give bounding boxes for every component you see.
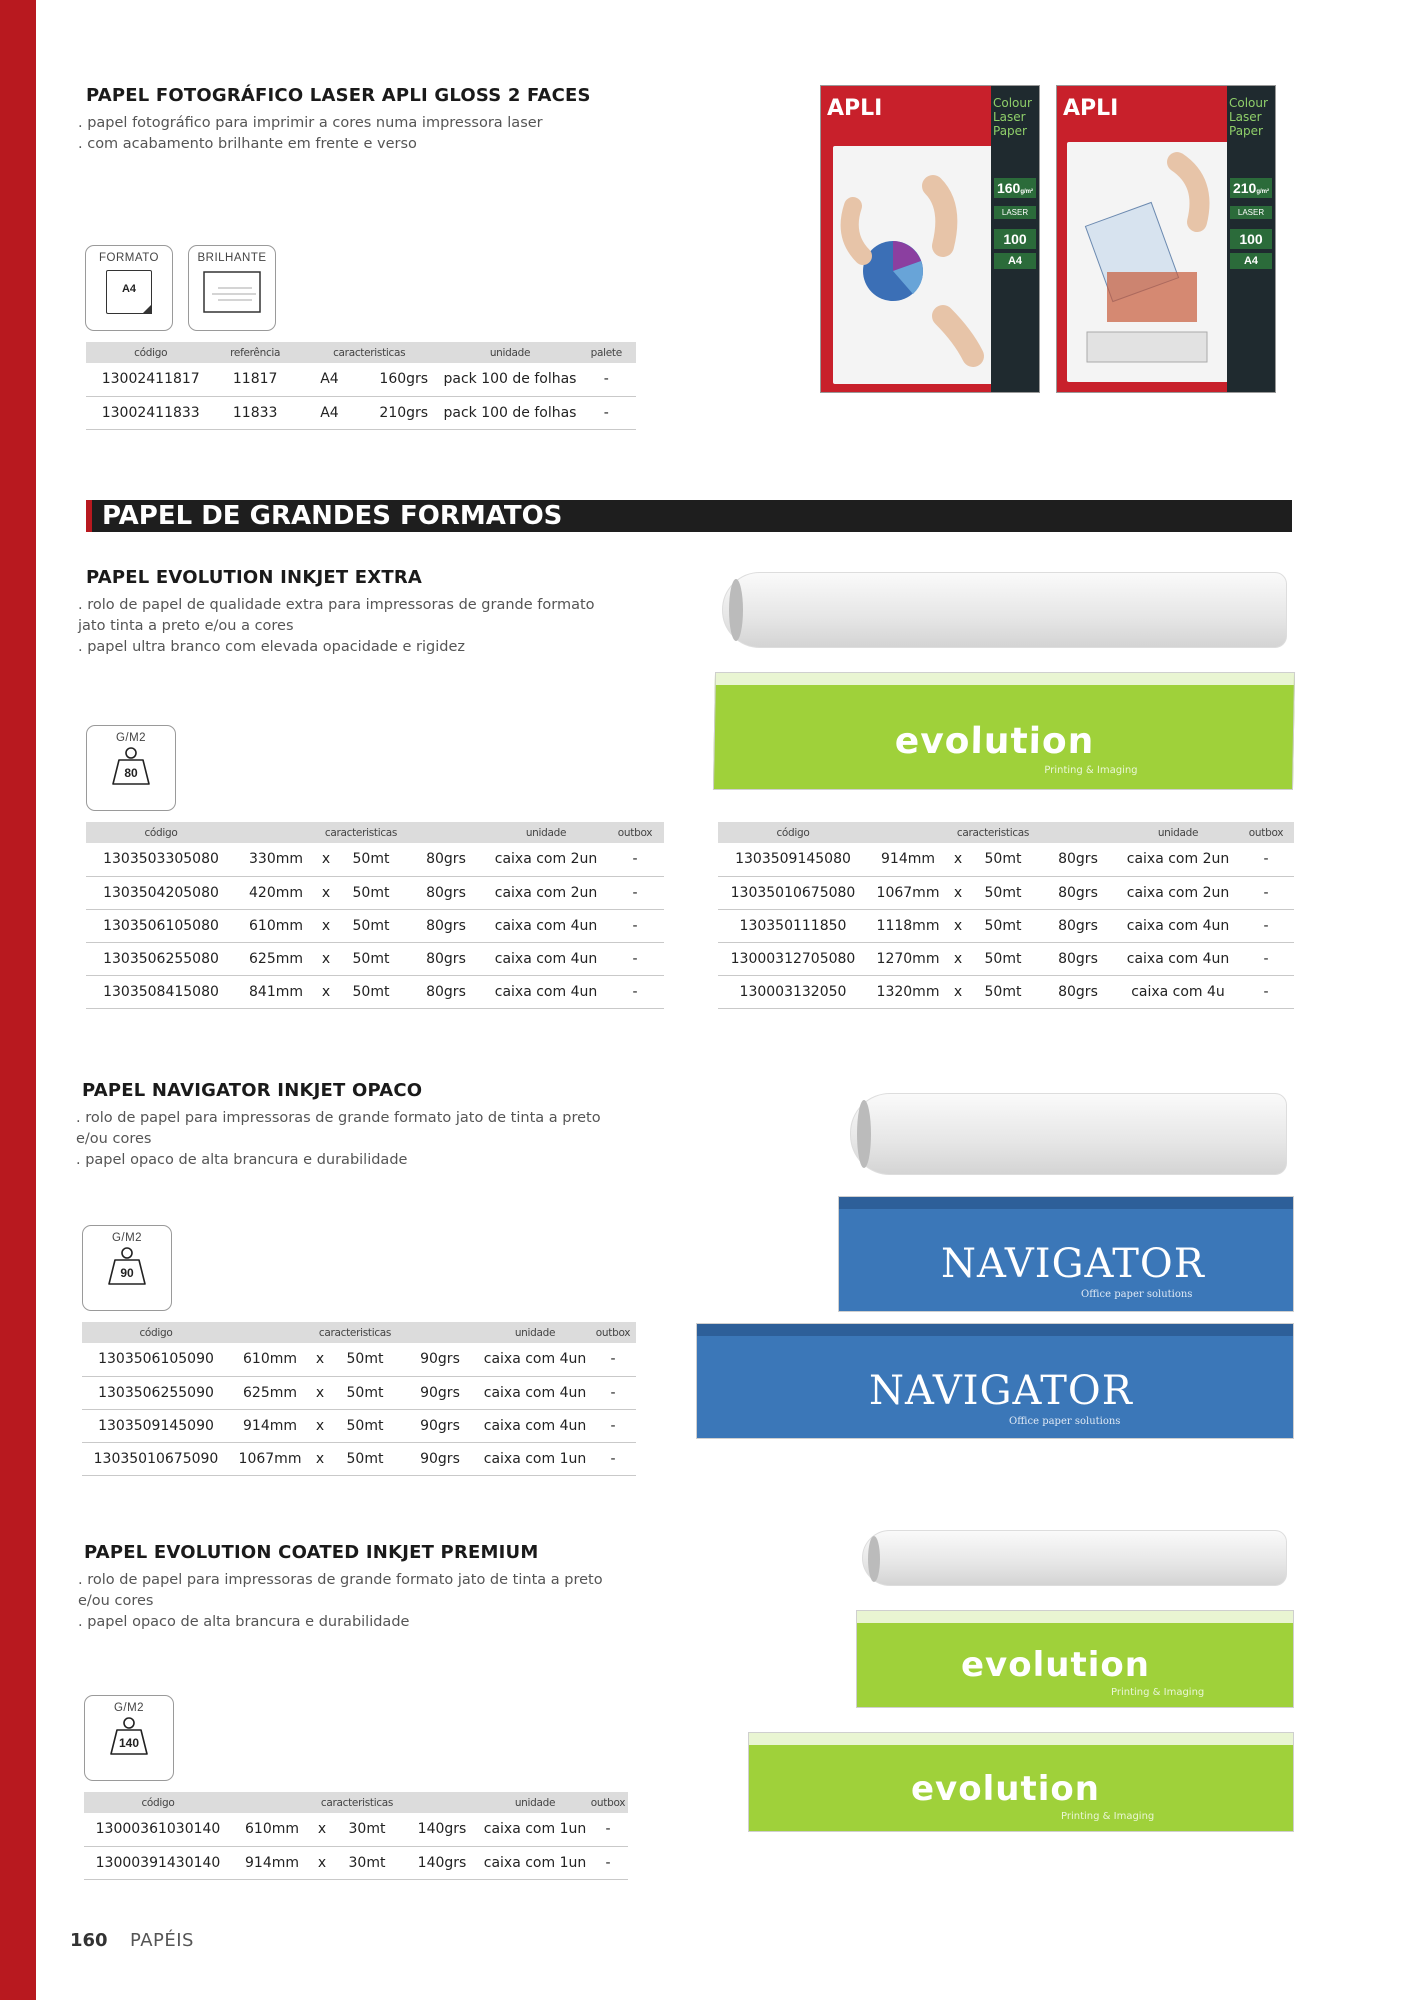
cell-width: 420mm [236,876,316,909]
cell-format: A4 [295,396,364,429]
pack-grams: 210 [1232,180,1257,196]
cell-times: x [310,1442,330,1475]
cell-weight: 140grs [402,1846,482,1879]
cell-outbox: - [1238,843,1294,876]
page-number: 160 [70,1930,108,1951]
cell-length: 50mt [336,975,406,1008]
evolution-extra-table-left [86,822,664,1009]
table-row [86,876,664,909]
table-row [82,1442,636,1475]
cell-times: x [316,975,336,1008]
cell-code: 13000312705080 [718,942,868,975]
table-row [718,876,1294,909]
cell-width: 610mm [230,1343,310,1376]
cell-times: x [948,975,968,1008]
navigator-tagline: Office paper solutions [1081,1289,1193,1300]
pack-photo-printer [1067,142,1229,382]
side-text: Laser [1229,110,1262,124]
cell-width: 610mm [236,909,316,942]
side-text: Laser [993,110,1026,124]
side-text: Paper [1229,124,1263,138]
cell-weight: 210grs [364,396,443,429]
badge-gsm-80 [86,725,176,811]
cell-outbox: - [606,843,664,876]
cell-code: 1303503305080 [86,843,236,876]
cell-weight: 80grs [1038,975,1118,1008]
badge-value: 80 [124,766,138,780]
cell-length: 50mt [336,876,406,909]
cell-outbox: - [606,942,664,975]
pack-sheets: 100 [994,229,1036,249]
col-header: código [86,822,236,843]
cell-length: 30mt [332,1846,402,1879]
desc-line: e/ou cores [76,1131,152,1147]
cell-outbox: - [588,1846,628,1879]
cell-weight: 90grs [400,1376,480,1409]
table-row [86,843,664,876]
weight-icon [109,746,153,788]
product-description-evolution-extra [78,595,595,658]
cell-times: x [316,942,336,975]
col-header: caracteristicas [295,342,444,363]
cell-unit: caixa com 4un [480,1343,590,1376]
cell-times: x [316,909,336,942]
cell-width: 1067mm [868,876,948,909]
cell-length: 50mt [968,942,1038,975]
table-row [718,843,1294,876]
cell-times: x [312,1813,332,1846]
cell-length: 50mt [336,843,406,876]
navigator-tagline: Office paper solutions [1009,1416,1121,1427]
table-row [84,1813,628,1846]
pack-laser-label: LASER [994,206,1036,219]
cell-length: 50mt [336,942,406,975]
cell-outbox: - [590,1442,636,1475]
red-side-strip [0,0,36,2000]
paper-roll-image [722,572,1287,648]
col-header: referência [215,342,294,363]
cell-code: 13000361030140 [84,1813,232,1846]
col-header: código [718,822,868,843]
col-header: outbox [590,1322,636,1343]
side-text: Paper [993,124,1027,138]
table-row [82,1343,636,1376]
table-header-row [86,822,664,843]
evolution-coated-table [84,1792,628,1880]
cell-width: 1067mm [230,1442,310,1475]
cell-width: 330mm [236,843,316,876]
weight-icon [107,1716,151,1758]
cell-pallet: - [576,396,636,429]
desc-line: . rolo de papel para impressoras de grande formato jato de tinta a preto [76,1110,601,1126]
evolution-logo: evolution [894,721,1095,762]
cell-unit: caixa com 4un [1118,942,1238,975]
cell-width: 625mm [236,942,316,975]
paper-roll-image [862,1530,1287,1586]
cell-outbox: - [606,909,664,942]
evolution-box-image [856,1610,1294,1708]
cell-unit: caixa com 2un [486,843,606,876]
cell-outbox: - [590,1343,636,1376]
cell-width: 1320mm [868,975,948,1008]
a4-sheet-icon [106,270,152,314]
col-header: código [82,1322,230,1343]
cell-length: 50mt [330,1376,400,1409]
table-header-row [718,822,1294,843]
cell-weight: 80grs [406,843,486,876]
evolution-box-image [748,1732,1294,1832]
badge-value: A4 [121,283,137,295]
cell-unit: caixa com 4un [486,909,606,942]
pack-sheets: 100 [1230,229,1272,249]
cell-code: 1303508415080 [86,975,236,1008]
pack-laser-label: LASER [1230,206,1272,219]
cell-length: 50mt [336,909,406,942]
cell-weight: 90grs [400,1409,480,1442]
pack-photo-hands [833,146,993,384]
cell-outbox: - [590,1409,636,1442]
cell-code: 13035010675090 [82,1442,230,1475]
col-header: unidade [480,1322,590,1343]
col-header: código [84,1792,232,1813]
cell-unit: pack 100 de folhas [444,363,577,396]
cell-code: 130003132050 [718,975,868,1008]
badge-formato [85,245,173,331]
cell-unit: caixa com 4un [486,942,606,975]
apli-pack-210-image [1056,85,1276,393]
cell-code: 13002411833 [86,396,215,429]
roll-core [729,579,743,641]
apli-logo: APLI [1063,96,1119,121]
table-row [86,942,664,975]
cell-width: 914mm [868,843,948,876]
cell-unit: caixa com 4un [486,975,606,1008]
cell-outbox: - [590,1376,636,1409]
product-description-navigator [76,1108,601,1171]
product-title-apli: PAPEL FOTOGRÁFICO LASER APLI GLOSS 2 FACES [86,85,591,106]
cell-code: 1303509145090 [82,1409,230,1442]
desc-line: . papel opaco de alta brancura e durabilidade [76,1152,408,1168]
cell-pallet: - [576,363,636,396]
roll-core [857,1100,871,1168]
badge-brilhante [188,245,276,331]
badge-label: FORMATO [99,252,159,264]
cell-weight: 80grs [1038,909,1118,942]
evolution-logo: evolution [961,1645,1150,1685]
cell-unit: caixa com 4u [1118,975,1238,1008]
cell-weight: 160grs [364,363,443,396]
cell-code: 1303506105080 [86,909,236,942]
table-header-row [82,1322,636,1343]
cell-ref: 11833 [215,396,294,429]
table-row [82,1376,636,1409]
product-description-apli [78,113,543,155]
cell-weight: 80grs [406,975,486,1008]
col-header: caracteristicas [236,822,486,843]
cell-code: 1303506255090 [82,1376,230,1409]
pack-format: A4 [1230,253,1272,269]
weight-icon [105,1246,149,1288]
apli-product-table [86,342,636,430]
col-header: unidade [486,822,606,843]
pack-format: A4 [994,253,1036,269]
cell-times: x [310,1343,330,1376]
cell-times: x [948,942,968,975]
cell-weight: 80grs [1038,843,1118,876]
cell-weight: 90grs [400,1442,480,1475]
desc-line: . rolo de papel de qualidade extra para impressoras de grande formato [78,597,595,613]
pack-grams-unit: g/m² [1020,189,1034,195]
navigator-logo: NAVIGATOR [941,1241,1205,1287]
cell-length: 50mt [330,1442,400,1475]
desc-line: . papel fotográfico para imprimir a cores numa impressora laser [78,115,543,131]
cell-outbox: - [588,1813,628,1846]
cell-outbox: - [606,975,664,1008]
cell-weight: 140grs [402,1813,482,1846]
badge-label: G/M2 [115,732,147,744]
cell-code: 1303509145080 [718,843,868,876]
navigator-box-image [838,1196,1294,1312]
cell-length: 50mt [968,876,1038,909]
table-row [86,396,636,429]
cell-unit: caixa com 2un [486,876,606,909]
cell-unit: caixa com 1un [482,1813,588,1846]
product-title-navigator: PAPEL NAVIGATOR INKJET OPACO [82,1080,423,1101]
table-row [718,975,1294,1008]
section-banner: PAPEL DE GRANDES FORMATOS [86,500,1292,532]
cell-width: 914mm [232,1846,312,1879]
table-row [718,942,1294,975]
cell-width: 914mm [230,1409,310,1442]
cell-code: 13002411817 [86,363,215,396]
cell-ref: 11817 [215,363,294,396]
cell-weight: 80grs [1038,942,1118,975]
badge-value: 90 [120,1266,134,1280]
cell-outbox: - [606,876,664,909]
cell-weight: 80grs [406,942,486,975]
col-header: unidade [482,1792,588,1813]
table-row [718,909,1294,942]
cell-unit: caixa com 1un [482,1846,588,1879]
badge-label: G/M2 [113,1702,145,1714]
cell-length: 30mt [332,1813,402,1846]
desc-line: . com acabamento brilhante em frente e verso [78,136,417,152]
table-header-row [84,1792,628,1813]
cell-times: x [310,1376,330,1409]
product-title-evolution-extra: PAPEL EVOLUTION INKJET EXTRA [86,567,423,588]
cell-times: x [312,1846,332,1879]
evolution-box-image [713,672,1295,790]
col-header: caracteristicas [868,822,1118,843]
col-header: unidade [444,342,577,363]
cell-code: 1303506255080 [86,942,236,975]
pack-grams: 160 [996,180,1021,196]
col-header: outbox [588,1792,628,1813]
badge-gsm-140 [84,1695,174,1781]
table-row [82,1409,636,1442]
cell-unit: caixa com 4un [480,1409,590,1442]
cell-format: A4 [295,363,364,396]
col-header: unidade [1118,822,1238,843]
cell-weight: 80grs [406,909,486,942]
table-row [86,975,664,1008]
evolution-extra-table-right [718,822,1294,1009]
evolution-tagline: Printing & Imaging [1044,765,1138,776]
cell-width: 610mm [232,1813,312,1846]
navigator-logo: NAVIGATOR [869,1368,1133,1414]
cell-length: 50mt [968,909,1038,942]
cell-length: 50mt [968,843,1038,876]
col-header: caracteristicas [230,1322,480,1343]
cell-width: 1118mm [868,909,948,942]
badge-gsm-90 [82,1225,172,1311]
cell-unit: pack 100 de folhas [444,396,577,429]
desc-line: . papel opaco de alta brancura e durabilidade [78,1614,410,1630]
navigator-table [82,1322,636,1476]
cell-outbox: - [1238,876,1294,909]
product-title-evolution-coated: PAPEL EVOLUTION COATED INKJET PREMIUM [84,1542,539,1563]
table-row [86,363,636,396]
cell-width: 625mm [230,1376,310,1409]
desc-line: e/ou cores [78,1593,154,1609]
badge-label: BRILHANTE [197,252,267,264]
cell-code: 1303504205080 [86,876,236,909]
cell-length: 50mt [968,975,1038,1008]
pack-side-band [1227,86,1275,392]
navigator-box-image [696,1323,1294,1439]
cell-outbox: - [1238,909,1294,942]
cell-times: x [316,876,336,909]
table-row [84,1846,628,1879]
cell-outbox: - [1238,942,1294,975]
cell-code: 1303506105090 [82,1343,230,1376]
cell-code: 13035010675080 [718,876,868,909]
col-header: caracteristicas [232,1792,482,1813]
cell-weight: 90grs [400,1343,480,1376]
cell-code: 13000391430140 [84,1846,232,1879]
cell-weight: 80grs [1038,876,1118,909]
col-header: código [86,342,215,363]
evolution-logo: evolution [911,1769,1100,1809]
table-row [86,909,664,942]
pack-grams-unit: g/m² [1256,189,1270,195]
cell-length: 50mt [330,1409,400,1442]
cell-outbox: - [1238,975,1294,1008]
col-header: outbox [606,822,664,843]
cell-length: 50mt [330,1343,400,1376]
badge-value: 140 [118,1736,140,1750]
glossy-sheet-icon [202,270,262,314]
badge-label: G/M2 [111,1232,143,1244]
apli-logo: APLI [827,96,883,121]
cell-code: 130350111850 [718,909,868,942]
pack-side-band [991,86,1039,392]
cell-times: x [948,843,968,876]
cell-weight: 80grs [406,876,486,909]
evolution-tagline: Printing & Imaging [1061,1811,1155,1822]
desc-line: . rolo de papel para impressoras de grande formato jato de tinta a preto [78,1572,603,1588]
table-header-row [86,342,636,363]
product-description-evolution-coated [78,1570,603,1633]
cell-times: x [948,909,968,942]
col-header: outbox [1238,822,1294,843]
side-text: Colour [993,96,1032,110]
cell-width: 841mm [236,975,316,1008]
cell-times: x [316,843,336,876]
cell-width: 1270mm [868,942,948,975]
cell-unit: caixa com 4un [1118,909,1238,942]
cell-unit: caixa com 2un [1118,843,1238,876]
section-name: PAPÉIS [130,1930,194,1951]
cell-unit: caixa com 4un [480,1376,590,1409]
cell-unit: caixa com 2un [1118,876,1238,909]
col-header: palete [576,342,636,363]
desc-line: jato tinta a preto e/ou a cores [78,618,294,634]
side-text: Colour [1229,96,1268,110]
desc-line: . papel ultra branco com elevada opacidade e rigidez [78,639,466,655]
roll-core [868,1536,880,1582]
cell-unit: caixa com 1un [480,1442,590,1475]
paper-roll-image [850,1093,1287,1175]
apli-pack-160-image [820,85,1040,393]
cell-times: x [310,1409,330,1442]
cell-times: x [948,876,968,909]
evolution-tagline: Printing & Imaging [1111,1687,1205,1698]
